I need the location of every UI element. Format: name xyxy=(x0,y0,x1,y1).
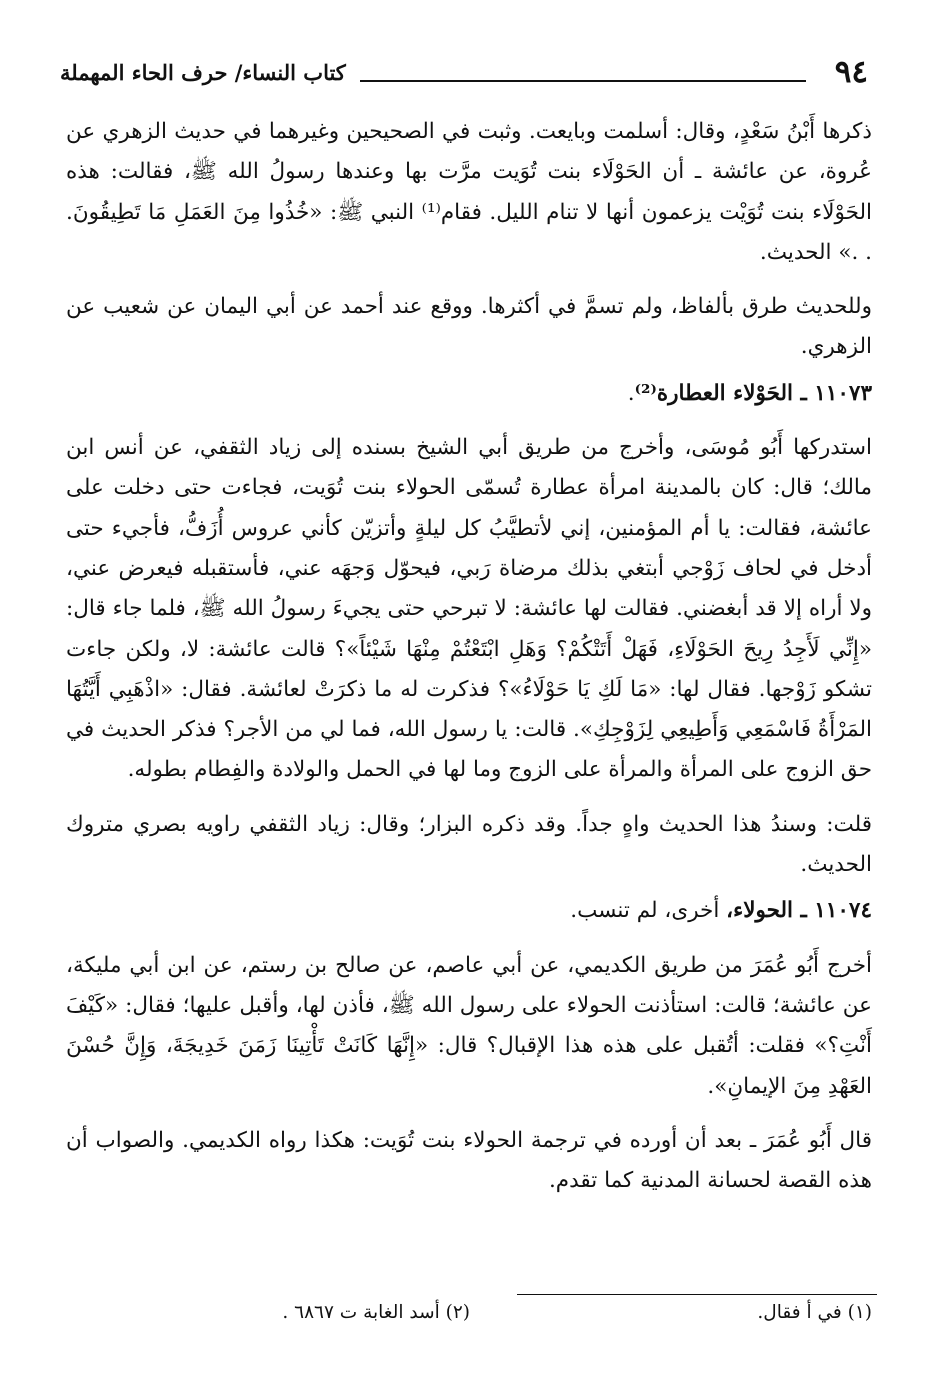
page-number: ٩٤ xyxy=(834,54,868,90)
entry-title: ١١٠٧٣ ـ الحَوْلاء العطارة⁽²⁾ xyxy=(634,380,872,406)
running-title: كتاب النساء/ حرف الحاء المهملة xyxy=(60,60,346,85)
paragraph: أخرج أَبُو عُمَرَ من طريق الكديمي، عن أبي عاصم، عن صالح بن رستم، عن ابن أبي مليكة، عن عائشة؛ قالت: استأذنت الحولاء على رسول الله ﷺ، فأذن لها، وأقبل عليها؛ فقال: «كَيْفَ أَنْتِ؟» فقلت: أتُقبل على هذه هذا الإقبال؟ قال: «إِنَّهَا كَانَتْ تَأْتِينَا زَمَنَ خَدِيجَةَ، وَإِنَّ حُسْنَ العَهْدِ مِنَ الإيمانِ». xyxy=(66,952,872,1099)
footnote: (١) في أ فقال. xyxy=(757,1302,872,1323)
page-body xyxy=(66,112,872,1201)
entry-title: ١١٠٧٤ ـ الحولاء، xyxy=(726,898,872,924)
paragraph: ذكرها أَبْنُ سَعْدٍ، وقال: أسلمت وبايعت. وثبت في الصحيحين وغيرهما في حديث الزهري عن عُروة، عن عائشة ـ أن الحَوْلَاء بنت تُوَيت مرَّت بها وعندها رسولُ الله ﷺ، فقالت: هذه الحَوْلَاء بنت تُوَيْت يزعمون أنها لا تنام الليل. فقام⁽¹⁾ النبي ﷺ: «خُذُوا مِنَ العَمَلِ مَا تَطِيقُونَ. . .» الحديث. xyxy=(66,119,872,265)
header-rule xyxy=(360,80,806,82)
footnote: (٢) أسد الغابة ت ٦٨٦٧ . xyxy=(282,1302,470,1323)
page-header xyxy=(60,54,868,98)
paragraph: وللحديث طرق بألفاظ، ولم تسمَّ في أكثرها. ووقع عند أحمد عن أبي اليمان عن شعيب عن الزهري. xyxy=(66,294,872,360)
paragraph: قال أَبُو عُمَرَ ـ بعد أن أورده في ترجمة الحولاء بنت تُوَيت: هكذا رواه الكديمي. والصواب أن هذه القصة لحسانة المدنية كما تقدم. xyxy=(66,1127,872,1194)
footnote-rule xyxy=(517,1294,877,1295)
paragraph: قلت: وسندُ هذا الحديث واهٍ جداً. وقد ذكره البزار؛ وقال: زياد الثقفي راويه بصري متروك الحديث. xyxy=(66,811,872,878)
entry-heading xyxy=(66,374,872,414)
entry-heading xyxy=(66,891,872,931)
footnotes xyxy=(60,1302,872,1332)
paragraph: استدركها أَبُو مُوسَى، وأخرج من طريق أبي الشيخ بسنده إلى زياد الثقفي، عن أنس ابن مالك؛ قال: كان بالمدينة امرأة عطارة تُسمّى الحولاء بنت تُوَيت، فجاءت حتى دخلت على عائشة، فقالت: يا أم المؤمنين، إني لأتطيَّبُ كل ليلةٍ وأتزيّن كأني عروس أُزَفُّ، فأجيء حتى أدخل في لحاف زَوْجي أبتغي بذلك مرضاة رَبي، فيحوّل وَجهَه عني، فأستقبله فيعرض عني، ولا أراه إلا قد أبغضني. فقالت لها عائشة: لا تبرحي حتى يجيءَ رسولُ الله ﷺ، فلما جاء قال: «إِنِّي لَأَجِدُ رِيحَ الحَوْلَاءِ، فَهَلْ أَتَتْكُمْ؟ وَهَلِ ابْتَعْتُمْ مِنْهَا شَيْئاً»؟ قالت عائشة: لا، ولكن جاءت تشكو زَوْجها. فقال لها: «مَا لَكِ يَا حَوْلَاءُ»؟ فذكرت له ما ذكرَتْ لعائشة. فقال: «اذْهَبِي أَيَّتُهَا المَرْأَةُ فَاسْمَعِي وَأَطِيعِي لِزَوْجِكِ». قالت: يا رسول الله، فما لي من الأجر؟ فذكر الحديث في حق الزوج على المرأة والمرأة على الزوج وما لها في الحمل والولادة والفِطام بطوله. xyxy=(66,435,872,783)
entry-title-tail: أخرى، لم تنسب. xyxy=(570,898,727,924)
entry-title-tail: . xyxy=(627,380,635,406)
